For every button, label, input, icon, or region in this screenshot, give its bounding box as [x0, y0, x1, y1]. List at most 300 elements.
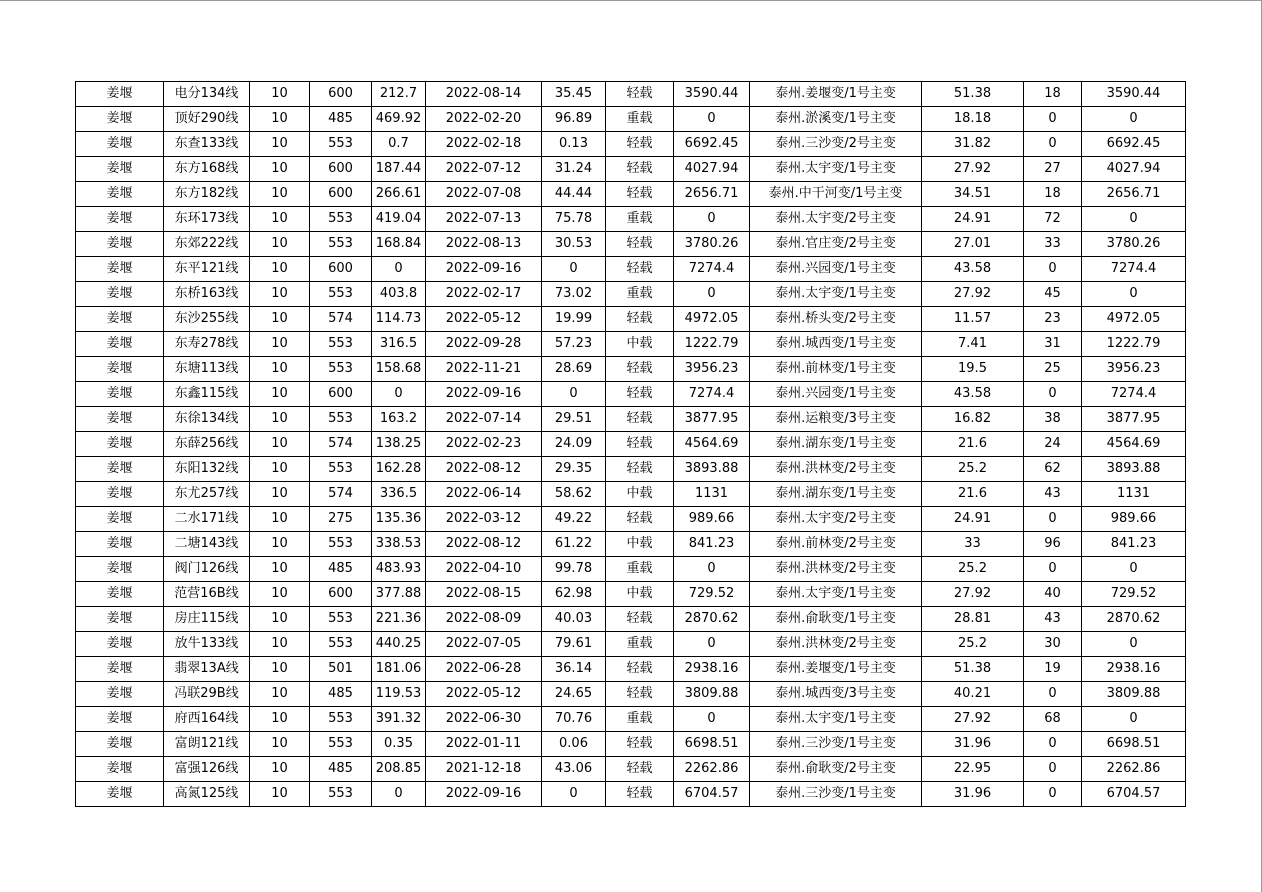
- region-cell: 姜堰: [76, 707, 164, 732]
- available-capacity-cell: 6698.51: [1082, 732, 1186, 757]
- region-cell: 姜堰: [76, 507, 164, 532]
- line-name-cell: 阀门126线: [164, 557, 250, 582]
- load-status-cell: 中载: [606, 482, 674, 507]
- substation-cell: 泰州.兴园变/1号主变: [750, 257, 922, 282]
- count-cell: 0: [1024, 107, 1082, 132]
- table-row: [76, 482, 1186, 507]
- available-capacity-cell: 0: [1082, 632, 1186, 657]
- rated-capacity-cell: 574: [310, 307, 372, 332]
- load-rate-cell: 29.51: [542, 407, 606, 432]
- load-rate-cell: 29.35: [542, 457, 606, 482]
- available-capacity-cell: 0: [1082, 707, 1186, 732]
- rated-capacity-cell: 553: [310, 132, 372, 157]
- region-cell: 姜堰: [76, 107, 164, 132]
- transformer-load-cell: 31.82: [922, 132, 1024, 157]
- line-name-cell: 翡翠13A线: [164, 657, 250, 682]
- table-row: [76, 282, 1186, 307]
- voltage-cell: 10: [250, 732, 310, 757]
- region-cell: 姜堰: [76, 757, 164, 782]
- line-name-cell: 东薛256线: [164, 432, 250, 457]
- available-capacity-cell: 3780.26: [1082, 232, 1186, 257]
- spare-capacity-cell: 0: [674, 557, 750, 582]
- table-row: [76, 757, 1186, 782]
- date-cell: 2022-06-30: [426, 707, 542, 732]
- line-name-cell: 冯联29B线: [164, 682, 250, 707]
- rated-capacity-cell: 553: [310, 782, 372, 807]
- spare-capacity-cell: 7274.4: [674, 257, 750, 282]
- max-load-cell: 168.84: [372, 232, 426, 257]
- date-cell: 2022-08-13: [426, 232, 542, 257]
- voltage-cell: 10: [250, 107, 310, 132]
- load-rate-cell: 70.76: [542, 707, 606, 732]
- line-name-cell: 东沙255线: [164, 307, 250, 332]
- spare-capacity-cell: 2938.16: [674, 657, 750, 682]
- line-name-cell: 东鑫115线: [164, 382, 250, 407]
- spare-capacity-cell: 0: [674, 207, 750, 232]
- count-cell: 18: [1024, 82, 1082, 107]
- substation-cell: 泰州.俞耿变/1号主变: [750, 607, 922, 632]
- line-name-cell: 东查133线: [164, 132, 250, 157]
- table-row: [76, 132, 1186, 157]
- transformer-load-cell: 7.41: [922, 332, 1024, 357]
- voltage-cell: 10: [250, 282, 310, 307]
- date-cell: 2022-07-08: [426, 182, 542, 207]
- region-cell: 姜堰: [76, 132, 164, 157]
- transformer-load-cell: 43.58: [922, 257, 1024, 282]
- load-status-cell: 轻载: [606, 757, 674, 782]
- voltage-cell: 10: [250, 257, 310, 282]
- available-capacity-cell: 729.52: [1082, 582, 1186, 607]
- table-row: [76, 707, 1186, 732]
- region-cell: 姜堰: [76, 307, 164, 332]
- load-status-cell: 轻载: [606, 407, 674, 432]
- table-row: [76, 107, 1186, 132]
- load-status-cell: 轻载: [606, 607, 674, 632]
- date-cell: 2022-08-14: [426, 82, 542, 107]
- count-cell: 72: [1024, 207, 1082, 232]
- load-status-cell: 轻载: [606, 782, 674, 807]
- line-name-cell: 东郊222线: [164, 232, 250, 257]
- table-row: [76, 357, 1186, 382]
- spare-capacity-cell: 3893.88: [674, 457, 750, 482]
- load-status-cell: 轻载: [606, 457, 674, 482]
- table-row: [76, 632, 1186, 657]
- substation-cell: 泰州.前林变/2号主变: [750, 532, 922, 557]
- count-cell: 40: [1024, 582, 1082, 607]
- load-status-cell: 重载: [606, 557, 674, 582]
- transformer-load-cell: 40.21: [922, 682, 1024, 707]
- voltage-cell: 10: [250, 557, 310, 582]
- voltage-cell: 10: [250, 632, 310, 657]
- transformer-load-cell: 22.95: [922, 757, 1024, 782]
- count-cell: 33: [1024, 232, 1082, 257]
- line-name-cell: 富朗121线: [164, 732, 250, 757]
- table-row: [76, 557, 1186, 582]
- max-load-cell: 469.92: [372, 107, 426, 132]
- substation-cell: 泰州.太宇变/1号主变: [750, 707, 922, 732]
- available-capacity-cell: 7274.4: [1082, 257, 1186, 282]
- max-load-cell: 158.68: [372, 357, 426, 382]
- load-status-cell: 轻载: [606, 732, 674, 757]
- feeder-load-table: [75, 81, 1186, 807]
- rated-capacity-cell: 275: [310, 507, 372, 532]
- count-cell: 24: [1024, 432, 1082, 457]
- load-rate-cell: 43.06: [542, 757, 606, 782]
- count-cell: 0: [1024, 382, 1082, 407]
- available-capacity-cell: 3877.95: [1082, 407, 1186, 432]
- load-status-cell: 轻载: [606, 307, 674, 332]
- spare-capacity-cell: 0: [674, 282, 750, 307]
- substation-cell: 泰州.太宇变/2号主变: [750, 207, 922, 232]
- voltage-cell: 10: [250, 782, 310, 807]
- spare-capacity-cell: 3956.23: [674, 357, 750, 382]
- max-load-cell: 208.85: [372, 757, 426, 782]
- table-row: [76, 407, 1186, 432]
- spare-capacity-cell: 3877.95: [674, 407, 750, 432]
- max-load-cell: 0: [372, 257, 426, 282]
- voltage-cell: 10: [250, 457, 310, 482]
- count-cell: 43: [1024, 482, 1082, 507]
- load-rate-cell: 0: [542, 382, 606, 407]
- rated-capacity-cell: 553: [310, 207, 372, 232]
- rated-capacity-cell: 553: [310, 632, 372, 657]
- voltage-cell: 10: [250, 132, 310, 157]
- max-load-cell: 266.61: [372, 182, 426, 207]
- table-row: [76, 157, 1186, 182]
- date-cell: 2022-03-12: [426, 507, 542, 532]
- available-capacity-cell: 2262.86: [1082, 757, 1186, 782]
- date-cell: 2022-08-09: [426, 607, 542, 632]
- load-rate-cell: 62.98: [542, 582, 606, 607]
- available-capacity-cell: 6692.45: [1082, 132, 1186, 157]
- rated-capacity-cell: 574: [310, 432, 372, 457]
- line-name-cell: 东寿278线: [164, 332, 250, 357]
- table-row: [76, 332, 1186, 357]
- count-cell: 0: [1024, 757, 1082, 782]
- load-status-cell: 轻载: [606, 382, 674, 407]
- date-cell: 2022-07-14: [426, 407, 542, 432]
- spare-capacity-cell: 1222.79: [674, 332, 750, 357]
- load-status-cell: 重载: [606, 207, 674, 232]
- transformer-load-cell: 43.58: [922, 382, 1024, 407]
- available-capacity-cell: 2656.71: [1082, 182, 1186, 207]
- region-cell: 姜堰: [76, 532, 164, 557]
- voltage-cell: 10: [250, 682, 310, 707]
- line-name-cell: 东徐134线: [164, 407, 250, 432]
- load-status-cell: 轻载: [606, 432, 674, 457]
- page-top-edge: [0, 0, 1262, 1]
- substation-cell: 泰州.运粮变/3号主变: [750, 407, 922, 432]
- substation-cell: 泰州.三沙变/2号主变: [750, 132, 922, 157]
- load-status-cell: 重载: [606, 282, 674, 307]
- table-row: [76, 457, 1186, 482]
- voltage-cell: 10: [250, 182, 310, 207]
- load-status-cell: 轻载: [606, 157, 674, 182]
- line-name-cell: 放牛133线: [164, 632, 250, 657]
- transformer-load-cell: 27.01: [922, 232, 1024, 257]
- rated-capacity-cell: 501: [310, 657, 372, 682]
- transformer-load-cell: 21.6: [922, 482, 1024, 507]
- max-load-cell: 316.5: [372, 332, 426, 357]
- transformer-load-cell: 27.92: [922, 157, 1024, 182]
- transformer-load-cell: 33: [922, 532, 1024, 557]
- load-rate-cell: 99.78: [542, 557, 606, 582]
- voltage-cell: 10: [250, 357, 310, 382]
- line-name-cell: 东平121线: [164, 257, 250, 282]
- table-row: [76, 782, 1186, 807]
- date-cell: 2022-04-10: [426, 557, 542, 582]
- spare-capacity-cell: 4972.05: [674, 307, 750, 332]
- rated-capacity-cell: 600: [310, 157, 372, 182]
- voltage-cell: 10: [250, 332, 310, 357]
- spare-capacity-cell: 2656.71: [674, 182, 750, 207]
- table-row: [76, 82, 1186, 107]
- count-cell: 43: [1024, 607, 1082, 632]
- region-cell: 姜堰: [76, 482, 164, 507]
- available-capacity-cell: 4972.05: [1082, 307, 1186, 332]
- spare-capacity-cell: 2870.62: [674, 607, 750, 632]
- substation-cell: 泰州.三沙变/1号主变: [750, 782, 922, 807]
- line-name-cell: 房庄115线: [164, 607, 250, 632]
- date-cell: 2022-11-21: [426, 357, 542, 382]
- line-name-cell: 电分134线: [164, 82, 250, 107]
- date-cell: 2022-07-05: [426, 632, 542, 657]
- rated-capacity-cell: 553: [310, 332, 372, 357]
- load-status-cell: 轻载: [606, 82, 674, 107]
- line-name-cell: 二塘143线: [164, 532, 250, 557]
- load-rate-cell: 0: [542, 782, 606, 807]
- date-cell: 2022-02-17: [426, 282, 542, 307]
- region-cell: 姜堰: [76, 232, 164, 257]
- load-rate-cell: 19.99: [542, 307, 606, 332]
- line-name-cell: 东方168线: [164, 157, 250, 182]
- line-name-cell: 东塘113线: [164, 357, 250, 382]
- max-load-cell: 0.35: [372, 732, 426, 757]
- load-rate-cell: 36.14: [542, 657, 606, 682]
- rated-capacity-cell: 485: [310, 682, 372, 707]
- load-rate-cell: 44.44: [542, 182, 606, 207]
- line-name-cell: 东桥163线: [164, 282, 250, 307]
- line-name-cell: 高氮125线: [164, 782, 250, 807]
- transformer-load-cell: 18.18: [922, 107, 1024, 132]
- line-name-cell: 二水171线: [164, 507, 250, 532]
- load-rate-cell: 58.62: [542, 482, 606, 507]
- voltage-cell: 10: [250, 407, 310, 432]
- count-cell: 68: [1024, 707, 1082, 732]
- voltage-cell: 10: [250, 657, 310, 682]
- spare-capacity-cell: 2262.86: [674, 757, 750, 782]
- date-cell: 2022-07-13: [426, 207, 542, 232]
- date-cell: 2022-08-12: [426, 457, 542, 482]
- voltage-cell: 10: [250, 757, 310, 782]
- date-cell: 2022-06-14: [426, 482, 542, 507]
- count-cell: 38: [1024, 407, 1082, 432]
- count-cell: 0: [1024, 132, 1082, 157]
- voltage-cell: 10: [250, 382, 310, 407]
- available-capacity-cell: 7274.4: [1082, 382, 1186, 407]
- available-capacity-cell: 2870.62: [1082, 607, 1186, 632]
- region-cell: 姜堰: [76, 457, 164, 482]
- available-capacity-cell: 0: [1082, 282, 1186, 307]
- transformer-load-cell: 19.5: [922, 357, 1024, 382]
- region-cell: 姜堰: [76, 607, 164, 632]
- count-cell: 30: [1024, 632, 1082, 657]
- load-rate-cell: 79.61: [542, 632, 606, 657]
- substation-cell: 泰州.洪林变/2号主变: [750, 632, 922, 657]
- line-name-cell: 东环173线: [164, 207, 250, 232]
- max-load-cell: 221.36: [372, 607, 426, 632]
- date-cell: 2022-02-20: [426, 107, 542, 132]
- substation-cell: 泰州.太宇变/1号主变: [750, 157, 922, 182]
- region-cell: 姜堰: [76, 557, 164, 582]
- region-cell: 姜堰: [76, 257, 164, 282]
- load-status-cell: 轻载: [606, 682, 674, 707]
- date-cell: 2022-08-12: [426, 532, 542, 557]
- substation-cell: 泰州.俞耿变/2号主变: [750, 757, 922, 782]
- available-capacity-cell: 2938.16: [1082, 657, 1186, 682]
- rated-capacity-cell: 600: [310, 582, 372, 607]
- count-cell: 0: [1024, 507, 1082, 532]
- transformer-load-cell: 34.51: [922, 182, 1024, 207]
- spare-capacity-cell: 1131: [674, 482, 750, 507]
- load-rate-cell: 75.78: [542, 207, 606, 232]
- spare-capacity-cell: 3780.26: [674, 232, 750, 257]
- count-cell: 25: [1024, 357, 1082, 382]
- region-cell: 姜堰: [76, 682, 164, 707]
- count-cell: 18: [1024, 182, 1082, 207]
- voltage-cell: 10: [250, 482, 310, 507]
- region-cell: 姜堰: [76, 157, 164, 182]
- date-cell: 2022-06-28: [426, 657, 542, 682]
- substation-cell: 泰州.太宇变/2号主变: [750, 507, 922, 532]
- region-cell: 姜堰: [76, 407, 164, 432]
- substation-cell: 泰州.太宇变/1号主变: [750, 582, 922, 607]
- date-cell: 2022-09-28: [426, 332, 542, 357]
- substation-cell: 泰州.淤溪变/1号主变: [750, 107, 922, 132]
- max-load-cell: 377.88: [372, 582, 426, 607]
- line-name-cell: 东阳132线: [164, 457, 250, 482]
- rated-capacity-cell: 600: [310, 382, 372, 407]
- load-status-cell: 重载: [606, 707, 674, 732]
- max-load-cell: 0: [372, 382, 426, 407]
- spare-capacity-cell: 0: [674, 107, 750, 132]
- substation-cell: 泰州.三沙变/1号主变: [750, 732, 922, 757]
- substation-cell: 泰州.洪林变/2号主变: [750, 457, 922, 482]
- load-rate-cell: 61.22: [542, 532, 606, 557]
- rated-capacity-cell: 553: [310, 282, 372, 307]
- table-row: [76, 182, 1186, 207]
- load-status-cell: 轻载: [606, 357, 674, 382]
- line-name-cell: 府西164线: [164, 707, 250, 732]
- spare-capacity-cell: 0: [674, 707, 750, 732]
- date-cell: 2022-09-16: [426, 382, 542, 407]
- substation-cell: 泰州.城西变/1号主变: [750, 332, 922, 357]
- available-capacity-cell: 4564.69: [1082, 432, 1186, 457]
- substation-cell: 泰州.太宇变/1号主变: [750, 282, 922, 307]
- region-cell: 姜堰: [76, 82, 164, 107]
- spare-capacity-cell: 729.52: [674, 582, 750, 607]
- date-cell: 2022-02-18: [426, 132, 542, 157]
- available-capacity-cell: 0: [1082, 207, 1186, 232]
- load-status-cell: 中载: [606, 532, 674, 557]
- voltage-cell: 10: [250, 532, 310, 557]
- load-rate-cell: 0.06: [542, 732, 606, 757]
- substation-cell: 泰州.桥头变/2号主变: [750, 307, 922, 332]
- voltage-cell: 10: [250, 432, 310, 457]
- transformer-load-cell: 21.6: [922, 432, 1024, 457]
- rated-capacity-cell: 600: [310, 82, 372, 107]
- available-capacity-cell: 3590.44: [1082, 82, 1186, 107]
- load-status-cell: 轻载: [606, 257, 674, 282]
- available-capacity-cell: 0: [1082, 557, 1186, 582]
- spare-capacity-cell: 6692.45: [674, 132, 750, 157]
- available-capacity-cell: 6704.57: [1082, 782, 1186, 807]
- transformer-load-cell: 27.92: [922, 582, 1024, 607]
- table-row: [76, 607, 1186, 632]
- transformer-load-cell: 28.81: [922, 607, 1024, 632]
- voltage-cell: 10: [250, 582, 310, 607]
- max-load-cell: 0: [372, 782, 426, 807]
- table-row: [76, 732, 1186, 757]
- max-load-cell: 419.04: [372, 207, 426, 232]
- substation-cell: 泰州.姜堰变/1号主变: [750, 657, 922, 682]
- table-row: [76, 507, 1186, 532]
- load-status-cell: 重载: [606, 107, 674, 132]
- count-cell: 27: [1024, 157, 1082, 182]
- date-cell: 2022-05-12: [426, 682, 542, 707]
- table-body: [76, 82, 1186, 807]
- transformer-load-cell: 31.96: [922, 732, 1024, 757]
- max-load-cell: 391.32: [372, 707, 426, 732]
- load-status-cell: 轻载: [606, 132, 674, 157]
- load-rate-cell: 40.03: [542, 607, 606, 632]
- rated-capacity-cell: 553: [310, 232, 372, 257]
- substation-cell: 泰州.湖东变/1号主变: [750, 432, 922, 457]
- rated-capacity-cell: 553: [310, 732, 372, 757]
- transformer-load-cell: 51.38: [922, 657, 1024, 682]
- count-cell: 96: [1024, 532, 1082, 557]
- transformer-load-cell: 24.91: [922, 207, 1024, 232]
- spare-capacity-cell: 7274.4: [674, 382, 750, 407]
- substation-cell: 泰州.湖东变/1号主变: [750, 482, 922, 507]
- transformer-load-cell: 25.2: [922, 632, 1024, 657]
- table-row: [76, 582, 1186, 607]
- max-load-cell: 212.7: [372, 82, 426, 107]
- table-row: [76, 382, 1186, 407]
- region-cell: 姜堰: [76, 332, 164, 357]
- voltage-cell: 10: [250, 307, 310, 332]
- voltage-cell: 10: [250, 507, 310, 532]
- load-rate-cell: 28.69: [542, 357, 606, 382]
- region-cell: 姜堰: [76, 657, 164, 682]
- voltage-cell: 10: [250, 707, 310, 732]
- region-cell: 姜堰: [76, 282, 164, 307]
- max-load-cell: 135.36: [372, 507, 426, 532]
- count-cell: 62: [1024, 457, 1082, 482]
- load-rate-cell: 24.65: [542, 682, 606, 707]
- max-load-cell: 336.5: [372, 482, 426, 507]
- load-rate-cell: 96.89: [542, 107, 606, 132]
- date-cell: 2022-05-12: [426, 307, 542, 332]
- count-cell: 0: [1024, 732, 1082, 757]
- load-rate-cell: 30.53: [542, 232, 606, 257]
- date-cell: 2022-07-12: [426, 157, 542, 182]
- available-capacity-cell: 3956.23: [1082, 357, 1186, 382]
- transformer-load-cell: 31.96: [922, 782, 1024, 807]
- available-capacity-cell: 1222.79: [1082, 332, 1186, 357]
- max-load-cell: 119.53: [372, 682, 426, 707]
- transformer-load-cell: 16.82: [922, 407, 1024, 432]
